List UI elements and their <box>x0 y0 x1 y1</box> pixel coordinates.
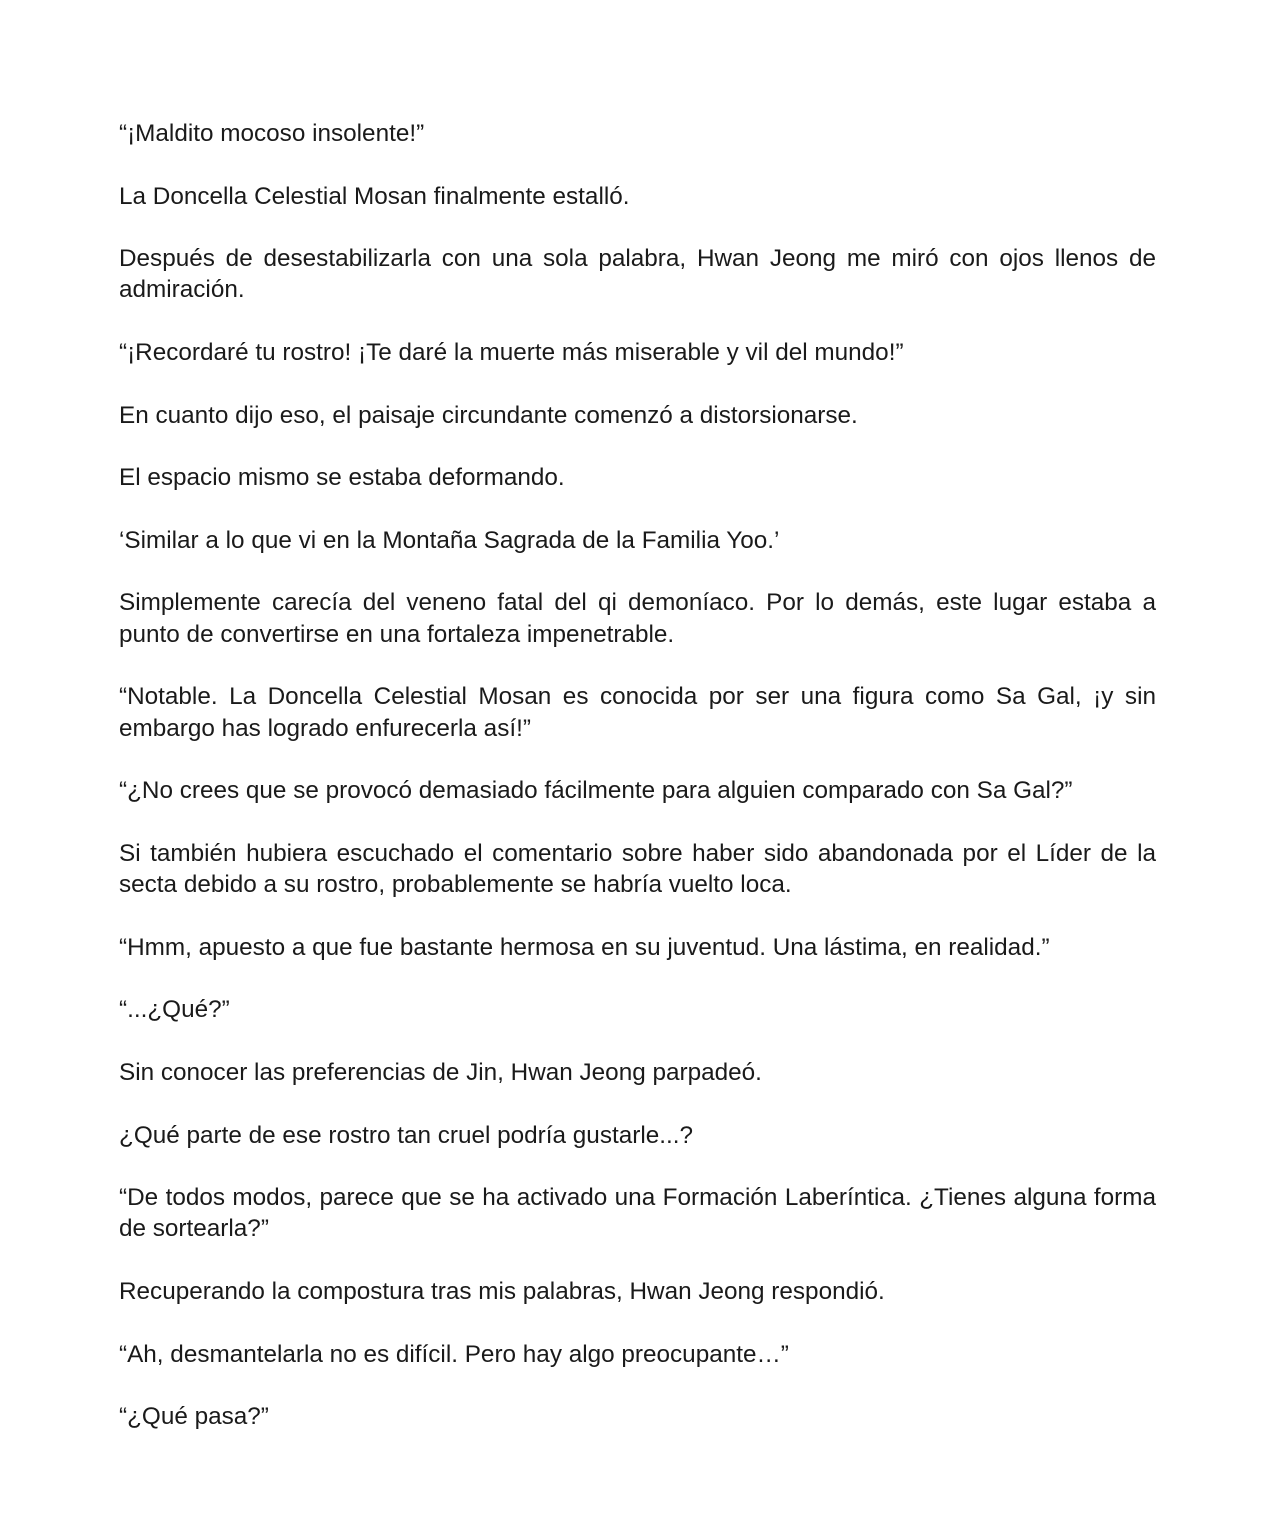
paragraph-11: Si también hubiera escuchado el comentario sobre haber sido abandonada por el Líder de la secta debido a su rostro, probablemente se habría vuelto loca. <box>119 839 1156 899</box>
paragraph-9: “Notable. La Doncella Celestial Mosan es conocida por ser una figura como Sa Gal, ¡y sin embargo has logrado enfurecerla así!” <box>119 683 1156 742</box>
paragraph-7: ‘Similar a lo que vi en la Montaña Sagrada de la Familia Yoo.’ <box>119 526 780 554</box>
paragraph-12: “Hmm, apuesto a que fue bastante hermosa en su juventud. Una lástima, en realidad.” <box>119 933 1050 961</box>
paragraph-4: “¡Recordaré tu rostro! ¡Te daré la muerte más miserable y vil del mundo!” <box>119 339 904 367</box>
paragraph-14: Sin conocer las preferencias de Jin, Hwan Jeong parpadeó. <box>119 1058 762 1086</box>
paragraph-8: Simplemente carecía del veneno fatal del qi demoníaco. Por lo demás, este lugar estaba a punto de convertirse en una fortaleza impenetrable. <box>119 589 1156 648</box>
paragraph-19: “¿Qué pasa?” <box>119 1403 269 1431</box>
paragraph-2: La Doncella Celestial Mosan finalmente estalló. <box>119 182 630 210</box>
paragraph-17: Recuperando la compostura tras mis palabras, Hwan Jeong respondió. <box>119 1277 885 1305</box>
paragraph-16: “De todos modos, parece que se ha activado una Formación Laberíntica. ¿Tienes alguna forma de sortearla?” <box>119 1184 1156 1243</box>
paragraph-13: “...¿Qué?” <box>119 996 230 1024</box>
paragraph-18: “Ah, desmantelarla no es difícil. Pero hay algo preocupante…” <box>119 1340 789 1368</box>
paragraph-10: “¿No crees que se provocó demasiado fácilmente para alguien comparado con Sa Gal?” <box>119 777 1073 805</box>
document-page <box>119 118 1156 1464</box>
paragraph-6: El espacio mismo se estaba deformando. <box>119 464 565 492</box>
paragraph-5: En cuanto dijo eso, el paisaje circundante comenzó a distorsionarse. <box>119 401 858 429</box>
paragraph-15: ¿Qué parte de ese rostro tan cruel podría gustarle...? <box>119 1121 693 1149</box>
paragraph-1: “¡Maldito mocoso insolente!” <box>119 120 425 147</box>
paragraph-3: Después de desestabilizarla con una sola palabra, Hwan Jeong me miró con ojos llenos de admiración. <box>119 245 1156 304</box>
